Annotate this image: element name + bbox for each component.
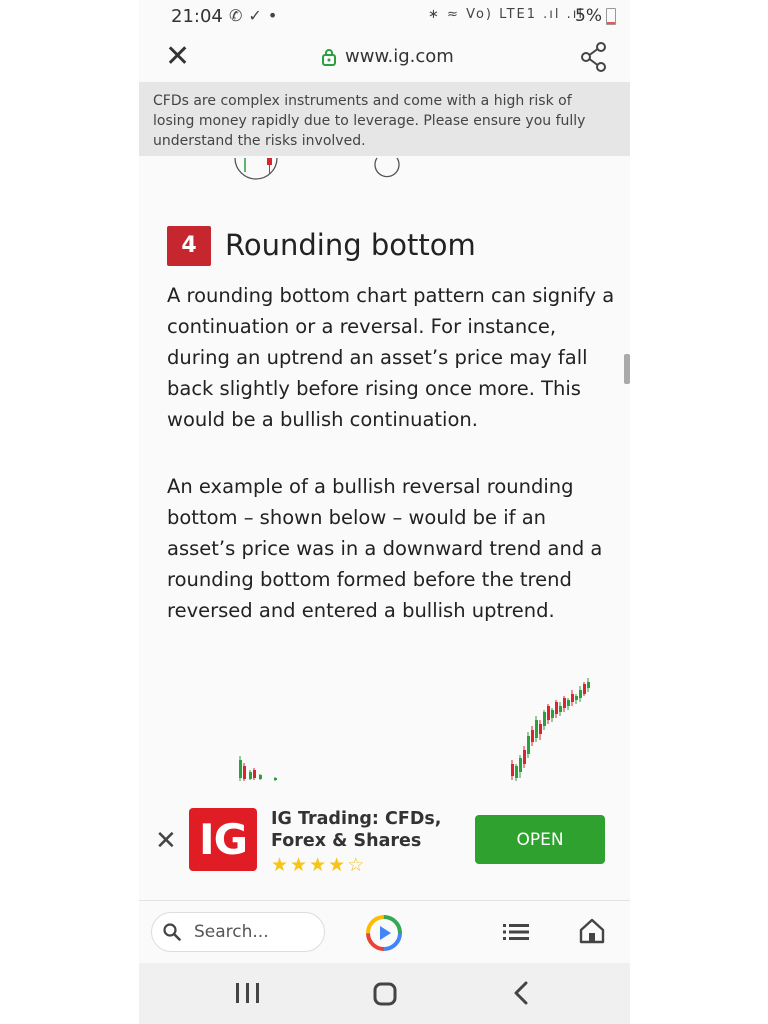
candle-body [253,770,256,778]
share-icon[interactable] [580,42,608,72]
app-rating-stars [271,854,366,876]
ig-app-logo: IG [189,808,257,871]
candle-body [531,730,534,742]
battery-percent: 5% [575,6,602,26]
bluetooth-icon: ∗ [427,7,441,22]
system-navigation-bar [139,963,630,1024]
star-filled-icon: ★ [309,854,329,876]
search-box[interactable] [151,912,325,952]
candle-body [579,690,582,698]
risk-warning-banner [139,82,630,156]
home-button-icon[interactable] [373,982,397,1006]
candle-body [559,706,562,712]
volte-label: Vo) LTE1 [466,7,537,22]
close-icon[interactable]: ✕ [165,39,191,74]
search-icon [163,923,181,941]
home-icon[interactable] [579,918,605,944]
section-number-badge: 4 [167,226,211,266]
section-title: Rounding bottom [225,228,476,262]
signal-bars-icon: .ıl .ıl [543,7,584,22]
browser-url-bar [139,34,630,82]
candle-body [527,736,530,754]
candle-body [587,682,590,688]
candle-body [515,766,518,778]
star-filled-icon: ★ [290,854,310,876]
list-icon[interactable] [503,923,529,941]
dismiss-banner-icon[interactable]: ✕ [155,826,177,856]
status-time: 21:04 [171,6,223,27]
signal-icons [428,7,584,22]
app-name: IG Trading: CFDs, Forex & Shares [271,809,442,851]
candle-body [543,712,546,726]
candle-body [249,772,252,779]
star-empty-icon: ☆ [347,854,367,876]
candle-body [555,702,558,714]
recent-apps-icon[interactable] [235,982,261,1004]
candle-body [259,775,262,779]
candle-body [239,760,242,778]
url-text[interactable]: www.ig.com [345,46,454,67]
google-assistant-icon[interactable] [365,914,403,952]
candle-body [551,710,554,718]
candle-body [519,758,522,772]
back-icon[interactable] [513,981,529,1005]
scrollbar-thumb[interactable] [624,354,630,384]
candle-body [535,720,538,738]
open-app-button[interactable]: OPEN [475,815,605,864]
lock-icon [321,48,337,66]
whatsapp-icon: ✆ [229,6,249,25]
article-paragraph: An example of a bullish reversal rounding bottom – shown below – would be if an asset’s price was in a downward trend and a rounding bottom formed before the trend reversed and entered a bullish uptrend. [167,475,603,622]
status-bar [139,0,630,34]
app-install-banner [139,792,630,901]
search-input[interactable] [192,920,316,944]
candle-body [563,698,566,708]
previous-pattern-illustration [139,156,630,196]
candle-body [567,700,570,706]
browser-bottom-toolbar [139,901,630,963]
risk-warning-text: CFDs are complex instruments and come with a high risk of losing money rapidly due to leverage. Please ensure you fully understand the risks involved. [153,93,586,149]
candle-body [547,706,550,720]
dot-icon: • [267,6,284,25]
candle-body [575,696,578,700]
candle-body [274,778,277,780]
phone-screen [139,0,630,1024]
candle-body [583,684,586,694]
notification-icons [229,6,283,25]
star-filled-icon: ★ [271,854,291,876]
candle-body [539,724,542,734]
article-paragraph: A rounding bottom chart pattern can signify a continuation or a reversal. For instance, during an uptrend an asset’s price may fall back slightly before rising once more. This would be a bullish continuation. [167,284,615,431]
star-filled-icon: ★ [328,854,348,876]
wifi-icon: ≈ [447,7,460,22]
rounding-bottom-chart-image [139,660,630,790]
candle-body [523,750,526,764]
candle-body [243,766,246,779]
check-icon: ✓ [248,6,268,25]
candle-body [511,764,514,776]
candle-body [571,694,574,702]
battery-icon [606,8,616,25]
